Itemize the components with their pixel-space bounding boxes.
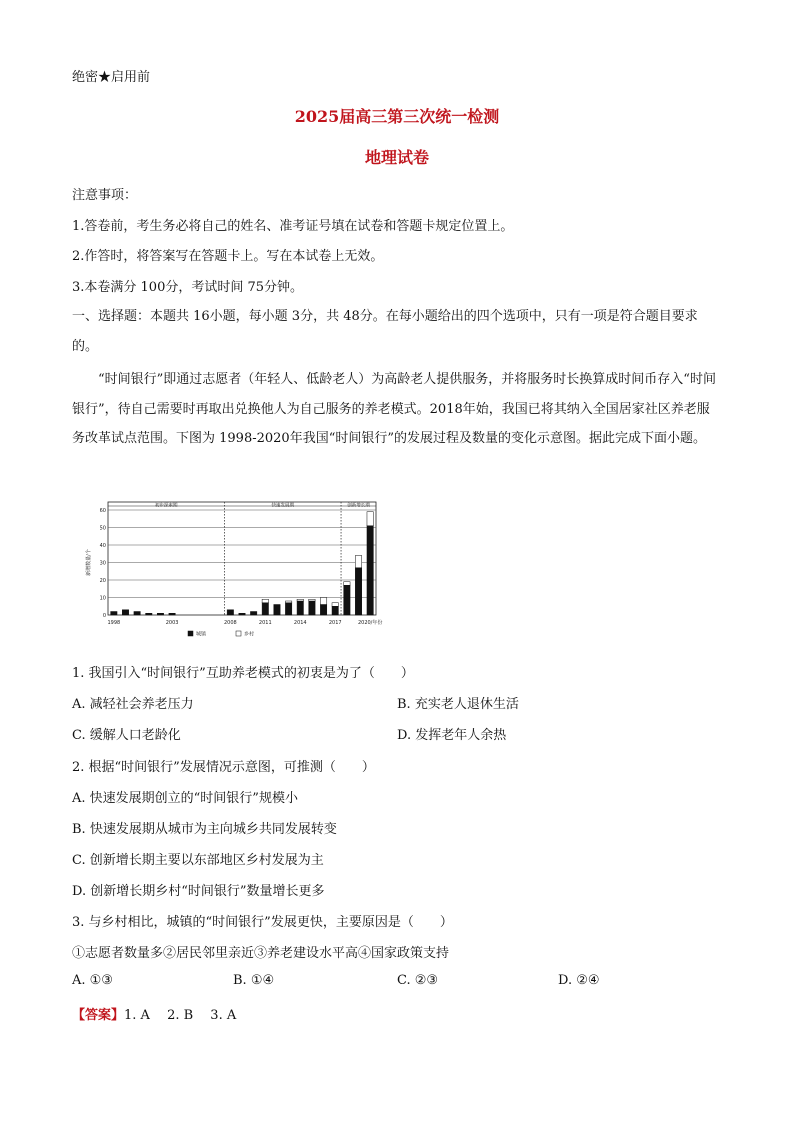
chart-bar-urban xyxy=(227,610,233,615)
chart-ytick-label: 10 xyxy=(99,595,106,602)
legend-rural-label: 乡村 xyxy=(244,631,255,638)
answer-line xyxy=(72,1004,236,1023)
chart-bar-rural xyxy=(309,599,315,601)
chart-ytick-label: 20 xyxy=(99,578,106,584)
question-1-option-d[interactable]: D. 发挥老年人余热 xyxy=(397,728,507,743)
legend-urban-swatch xyxy=(188,631,193,636)
question-2-stem: 2. 根据“时间银行”发展情况示意图，可推测（ ） xyxy=(72,760,375,775)
subject-title: 地理试卷 xyxy=(364,148,429,167)
note-item-1: 1.答卷前，考生务必将自己的姓名、准考证号填在试卷和答题卡规定位置上。 xyxy=(72,219,514,234)
legend-urban-label: 城镇 xyxy=(196,631,207,638)
chart-bar-rural xyxy=(262,599,268,603)
question-3-stem: 3. 与乡村相比，城镇的“时间银行”发展更快，主要原因是（ ） xyxy=(72,915,453,930)
note-item-2: 2.作答时，将答案写在答题卡上。写在本试卷上无效。 xyxy=(72,249,384,264)
chart-bar-urban xyxy=(274,605,280,616)
chart-bar-urban xyxy=(262,603,268,615)
chart-bar-rural xyxy=(355,556,361,568)
chart-xtick-label: 1998 xyxy=(107,620,121,626)
answer-text: 1. A 2. B 3. A xyxy=(124,1008,237,1023)
question-3-option-d[interactable]: D. ②④ xyxy=(558,973,600,988)
chart-bar-rural xyxy=(285,601,291,603)
chart-ytick-label: 30 xyxy=(99,560,106,567)
chart-bar-urban xyxy=(332,606,338,615)
chart-ytick-label: 0 xyxy=(102,613,106,619)
chart-bar-urban xyxy=(309,601,315,615)
answer-label: 【答案】 xyxy=(72,1008,125,1023)
question-1-option-c[interactable]: C. 缓解人口老龄化 xyxy=(72,728,181,743)
chart-plot-frame xyxy=(108,502,376,615)
chart-xtick-label: 2017 xyxy=(328,620,342,626)
chart-bar-urban xyxy=(285,603,291,615)
chart-xtick-label: 2014 xyxy=(293,620,307,626)
question-3-option-c[interactable]: C. ②③ xyxy=(397,973,439,988)
chart-bar-urban xyxy=(344,585,350,615)
chart-bar-rural xyxy=(297,599,303,601)
question-2-option-b[interactable]: B. 快速发展期从城市为主向城乡共同发展转变 xyxy=(72,822,337,837)
chart-bar-urban xyxy=(169,613,175,615)
exam-title: 2025届高三第三次统一检测 xyxy=(294,107,500,126)
chart-xtick-label: 2003 xyxy=(165,620,179,626)
chart-ytick-label: 60 xyxy=(99,508,106,514)
chart-bar-rural xyxy=(320,598,326,605)
question-2-option-a[interactable]: A. 快速发展期创立的“时间银行”规模小 xyxy=(72,791,298,806)
chart-bar-urban xyxy=(122,610,128,615)
chart-ylabel: 新增数量/个 xyxy=(86,549,92,576)
chart-ytick-label: 40 xyxy=(99,543,106,549)
question-3-option-a[interactable]: A. ①③ xyxy=(72,973,113,988)
chart-bar-urban xyxy=(134,612,140,616)
question-1-option-b[interactable]: B. 充实老人退休生活 xyxy=(397,697,519,712)
chart-bar-urban xyxy=(320,605,326,616)
chart-bar-urban xyxy=(367,526,373,615)
confidential-label: 绝密★启用前 xyxy=(72,70,151,85)
chart-ytick-label: 50 xyxy=(99,525,106,532)
chart-bar-rural xyxy=(332,603,338,607)
notes-heading: 注意事项： xyxy=(72,188,138,203)
chart-bar-urban xyxy=(146,613,152,615)
chart-phase-label: 快速发展期 xyxy=(271,503,295,509)
chart-xtick-label: 2008 xyxy=(223,620,237,626)
chart-bar-rural xyxy=(344,582,350,586)
chart-xtick-label: 2011 xyxy=(258,620,272,626)
chart-bar-rural xyxy=(367,512,373,526)
chart-bar-urban xyxy=(355,568,361,615)
question-1-option-a[interactable]: A. 减轻社会养老压力 xyxy=(72,697,194,712)
section-instruction: 一、选择题：本题共 16小题，每小题 3分，共 48分。在每小题给出的四个选项中，只有一项是符合题目要求的。 xyxy=(72,309,698,354)
chart-phase-label: 初步探索期 xyxy=(155,503,178,509)
question-3-statement: ①志愿者数量多②居民邻里亲近③养老建设水平高④国家政策支持 xyxy=(72,946,450,961)
chart-bar-urban xyxy=(250,612,256,616)
chart-phase-label: 创新增长期 xyxy=(347,503,370,509)
time-bank-chart xyxy=(86,494,406,639)
chart-bar-urban xyxy=(297,601,303,615)
chart-bar-urban xyxy=(239,613,245,615)
chart-xtick-label: 2020/年份 xyxy=(357,620,383,626)
question-1-stem: 1. 我国引入“时间银行”互助养老模式的初衷是为了（ ） xyxy=(72,666,414,681)
legend-rural-swatch xyxy=(236,631,241,636)
question-3-option-b[interactable]: B. ①④ xyxy=(233,973,275,988)
reading-passage: “时间银行”即通过志愿者（年轻人、低龄老人）为高龄老人提供服务，并将服务时长换算成时间币存入“时间银行”，待自己需要时再取出兑换他人为自己服务的养老模式。2018年始，我国已将其纳入全国居家社区养老服务改革试点范围。下图为 1998-2020年我国“时间银行”的发展过程及数量的变化示意图。据此完成下面小题。 xyxy=(72,372,716,446)
chart-bar-urban xyxy=(111,612,117,616)
question-2-option-c[interactable]: C. 创新增长期主要以东部地区乡村发展为主 xyxy=(72,853,324,868)
note-item-3: 3.本卷满分 100分，考试时间 75分钟。 xyxy=(72,280,304,295)
chart-bar-urban xyxy=(157,613,163,615)
question-2-option-d[interactable]: D. 创新增长期乡村“时间银行”数量增长更多 xyxy=(72,884,325,899)
